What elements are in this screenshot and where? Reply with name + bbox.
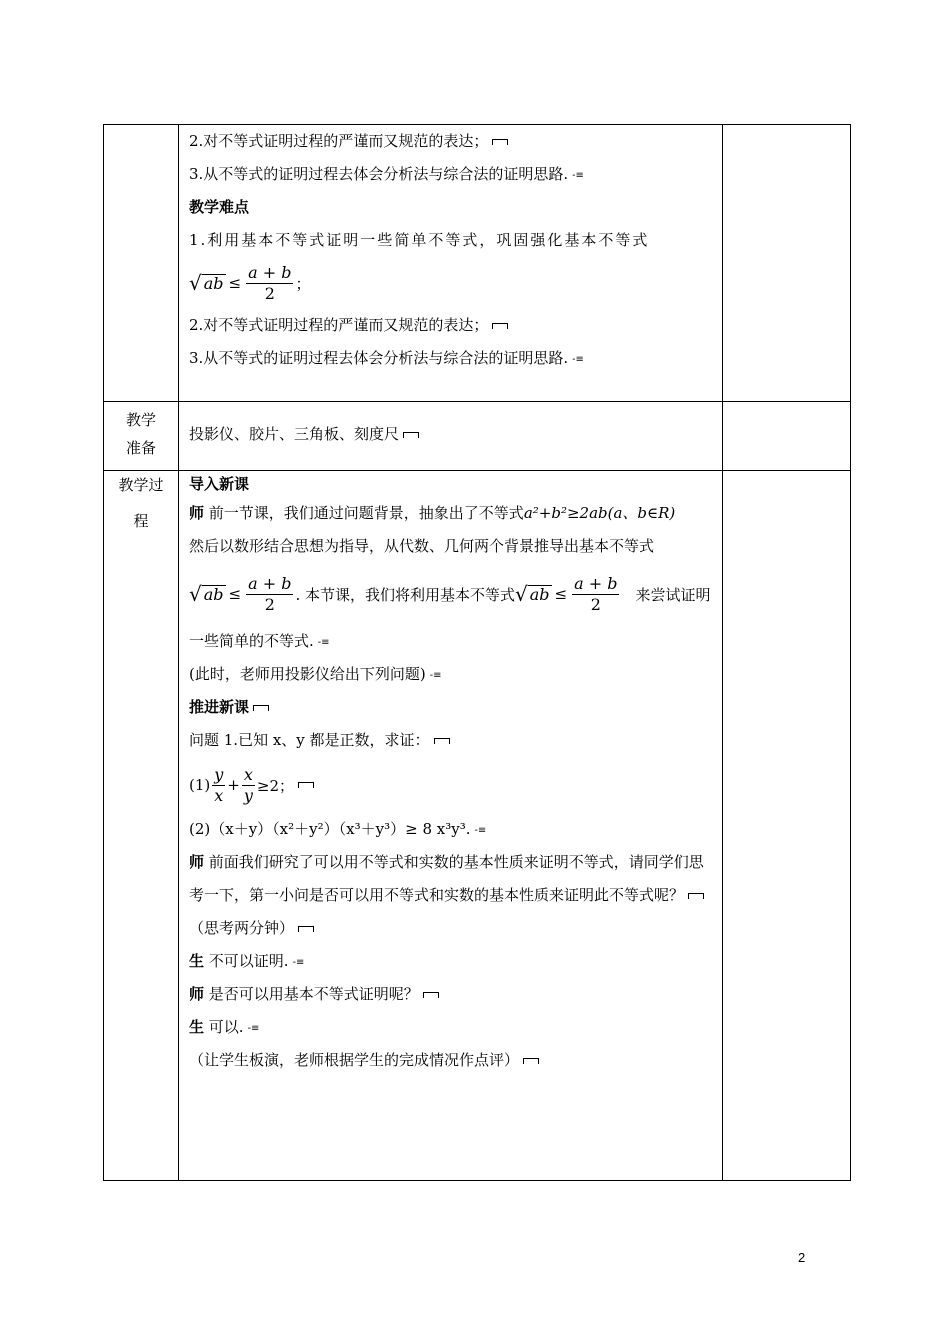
label-cell-empty xyxy=(104,125,179,402)
formula-line: (1) $\frac{y}{x}$ + $\frac{x}{y}$ ≥2； xyxy=(189,757,714,813)
text-line: (2)（x＋y）（x²＋y²）（x³＋y³）≥ 8 x³y³. -≡ xyxy=(189,813,714,846)
table-row-process xyxy=(104,471,851,1181)
text-line: 2.对不等式证明过程的严谨而又规范的表达； xyxy=(189,125,714,158)
sqrt-formula: √ ab xyxy=(515,582,550,606)
fraction: $\frac{a + b}{2}$ xyxy=(248,573,292,614)
text-paragraph: 师 前面我们研究了可以用不等式和实数的基本性质来证明不等式，请同学们思考一下，第一小问是否可以用不等式和实数的基本性质来证明此不等式呢？ xyxy=(189,853,704,904)
notes-cell xyxy=(723,471,851,1181)
fraction: $\frac{x}{y}$ xyxy=(243,764,253,805)
paragraph-mark-icon xyxy=(298,926,314,932)
text-line: （让学生板演，老师根据学生的完成情况作点评） xyxy=(189,1044,714,1077)
text-line: 2.对不等式证明过程的严谨而又规范的表达； xyxy=(189,309,714,342)
table-row-preparation xyxy=(104,402,851,471)
paragraph-mark-icon xyxy=(423,992,439,998)
formula-line: √ ab ≤ $\frac{a + b}{2}$ ； xyxy=(189,262,311,303)
content-cell-objectives xyxy=(179,125,723,402)
paragraph-mark-icon: -≡ xyxy=(292,956,305,968)
paragraph-mark-icon: -≡ xyxy=(429,669,442,681)
paragraph-mark-icon xyxy=(688,893,704,899)
sqrt-formula: √ ab xyxy=(189,271,224,295)
paragraph-mark-icon: -≡ xyxy=(572,169,584,181)
text-line: 一些简单的不等式. -≡ xyxy=(189,625,714,658)
content-cell-preparation xyxy=(179,402,723,471)
paragraph-mark-icon: -≡ xyxy=(572,353,584,365)
fraction: $\frac{a + b}{2}$ xyxy=(574,573,618,614)
text-line: 师 前一节课，我们通过问题背景，抽象出了不等式a²+b²≥2ab(a、b∈R) xyxy=(189,504,676,522)
paragraph-mark-icon: -≡ xyxy=(474,824,487,836)
text-line: （思考两分钟） xyxy=(189,912,714,945)
fraction: $\frac{a + b}{2}$ xyxy=(248,262,292,303)
text-line: 师 是否可以用基本不等式证明呢？ xyxy=(189,978,714,1011)
paragraph-mark-icon xyxy=(403,432,419,438)
sqrt-formula: √ ab xyxy=(189,582,224,606)
paragraph-mark-icon: -≡ xyxy=(247,1022,260,1034)
text-line: (此时，老师用投影仪给出下列问题) -≡ xyxy=(189,658,714,691)
paragraph-mark-icon: -≡ xyxy=(317,636,330,648)
notes-cell xyxy=(723,125,851,402)
text-line: 3.从不等式的证明过程去体会分析法与综合法的证明思路. -≡ xyxy=(189,158,714,191)
text-line: 生 不可以证明. -≡ xyxy=(189,945,714,978)
paragraph-mark-icon xyxy=(434,738,450,744)
table-row-objectives xyxy=(104,125,851,402)
lesson-plan-table xyxy=(103,124,851,1181)
label-cell-preparation: 教学 准备 xyxy=(104,402,179,471)
paragraph-mark-icon xyxy=(298,782,314,788)
text-line: 生 可以. -≡ xyxy=(189,1011,714,1044)
paragraph-mark-icon xyxy=(492,323,508,329)
heading-intro: 导入新课 xyxy=(189,475,250,493)
text-line: 1.利用基本不等式证明一些简单不等式，巩固强化基本不等式 xyxy=(189,231,650,249)
text-line: 然后以数形结合思想为指导，从代数、几何两个背景推导出基本不等式 xyxy=(189,537,655,555)
text-line: 3.从不等式的证明过程去体会分析法与综合法的证明思路. -≡ xyxy=(189,342,714,375)
text-line: 投影仪、胶片、三角板、刻度尺 xyxy=(189,402,714,466)
notes-cell xyxy=(723,402,851,471)
paragraph-mark-icon xyxy=(492,139,508,145)
page-number: 2 xyxy=(798,1250,806,1265)
text-line: 问题 1.已知 x、y 都是正数，求证： xyxy=(189,724,714,757)
paragraph-mark-icon xyxy=(523,1058,539,1064)
heading-difficulty: 教学难点 xyxy=(189,198,250,216)
fraction: $\frac{y}{x}$ xyxy=(214,764,224,805)
content-cell-process xyxy=(179,471,723,1181)
formula-line: √ ab ≤ $\frac{a + b}{2}$ . 本节课，我们将利用基本不等式 √ ab ≤ $\frac{a + b}{2}$ 来尝试证明 xyxy=(189,573,711,614)
paragraph-mark-icon xyxy=(253,705,269,711)
label-cell-process: 教学过 程 xyxy=(104,471,179,1181)
heading-new-lesson: 推进新课 xyxy=(189,691,714,724)
